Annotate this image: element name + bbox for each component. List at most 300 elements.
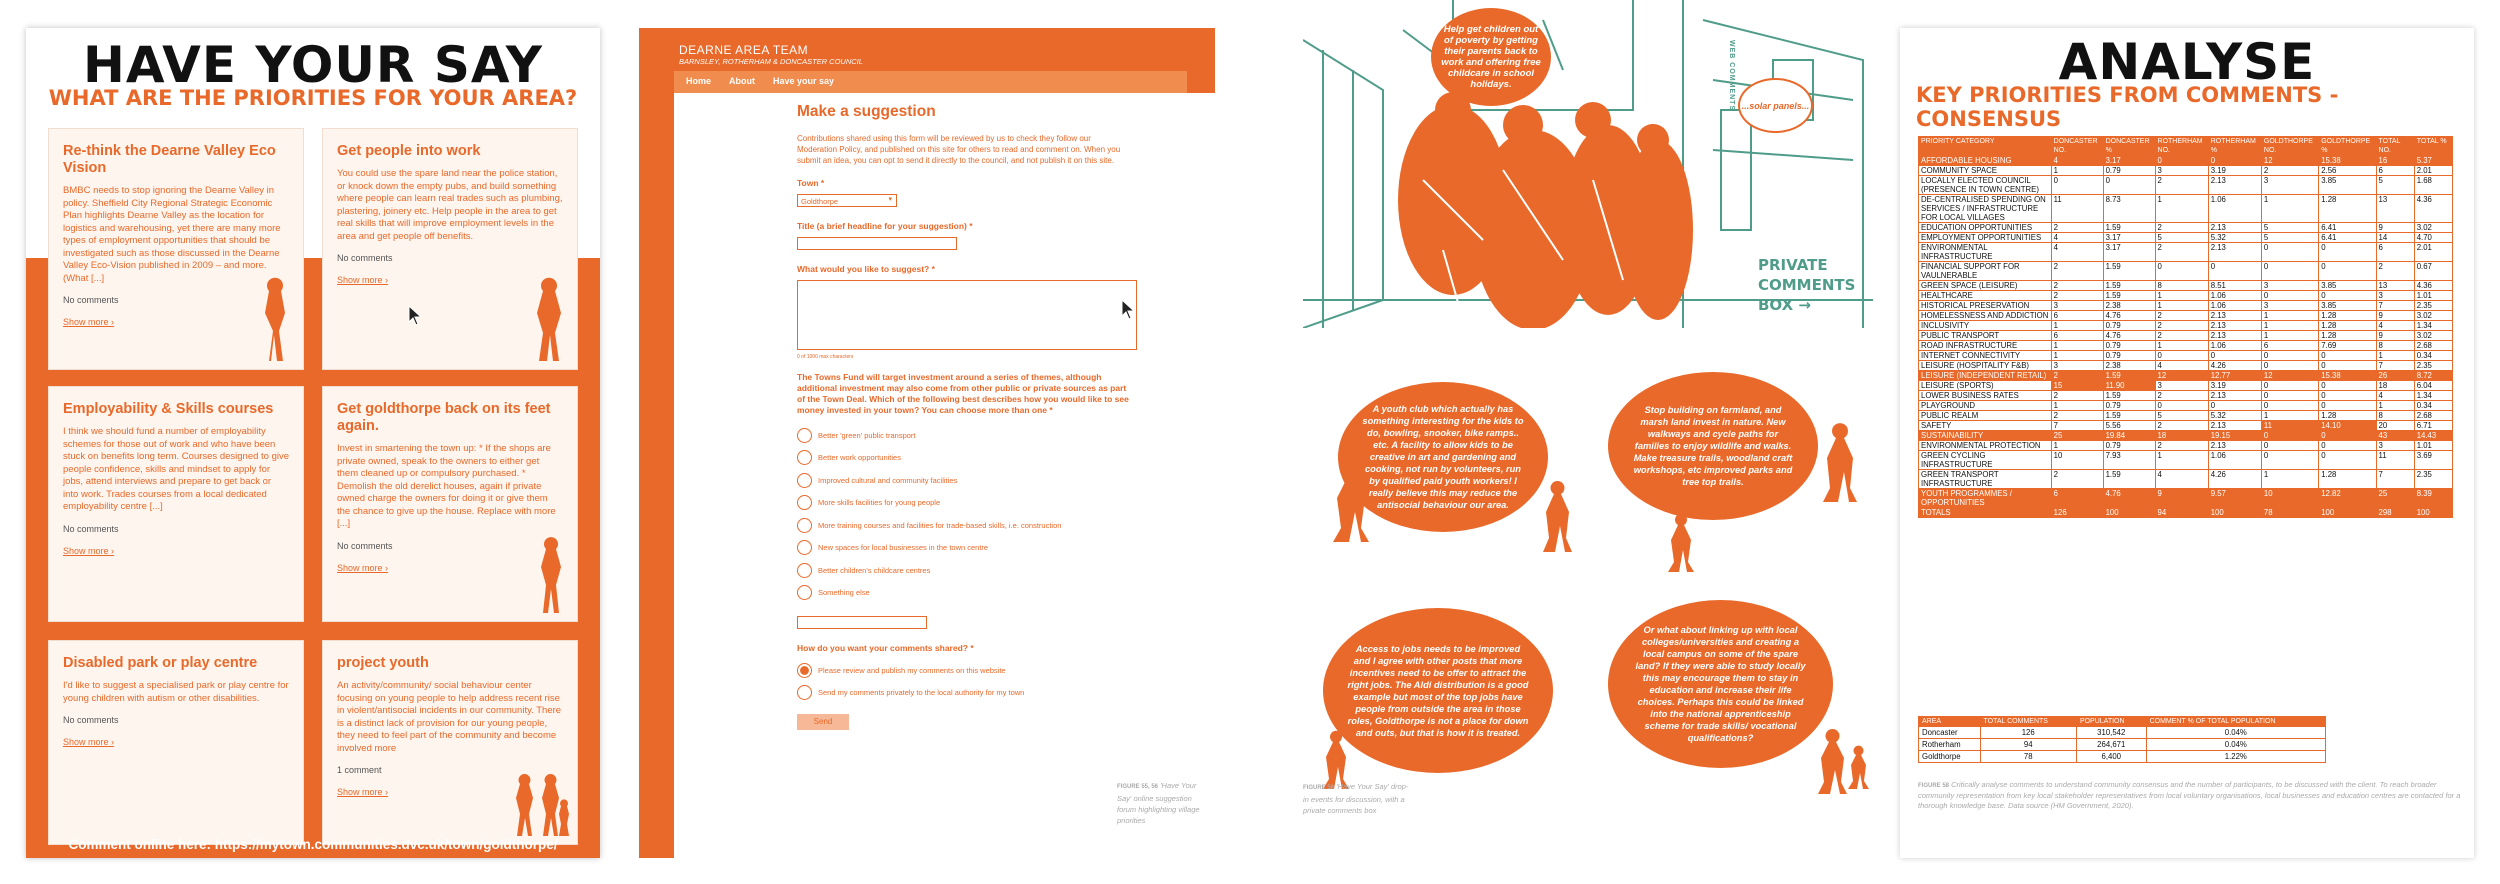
table-row <box>1919 451 2453 470</box>
table-cell: 0 <box>2103 176 2155 195</box>
speech-bubble-colleges: Or what about linking up with local colleges/universities and creating a local campus on some of the spare land? If they were able to study locally this may encourage them to stay in education and increase their life choices. Perhaps this could be linked into the national apprenticeship scheme for trade skills/ vocational qualifications? <box>1608 600 1833 768</box>
table-header-cell: ROTHERHAM NO. <box>2155 137 2208 156</box>
title-label: Title (a brief headline for your suggestion) * <box>797 221 973 231</box>
table-cell: 1 <box>2261 321 2318 331</box>
suggestion-form <box>674 93 1215 858</box>
table-cell: 0.34 <box>2414 401 2452 411</box>
theme-option[interactable] <box>797 492 1215 515</box>
nav-have-your-say[interactable]: Have your say <box>773 76 835 86</box>
table-cell: 3.69 <box>2414 451 2452 470</box>
table-cell: 18 <box>2155 431 2208 441</box>
table-cell: 1 <box>2261 331 2318 341</box>
card-show-more-link[interactable] <box>337 563 563 573</box>
table-cell: 94 <box>2155 508 2208 518</box>
table-cell: 0.04% <box>2146 739 2325 751</box>
table-cell: 1.59 <box>2103 391 2155 401</box>
table-cell: 3.19 <box>2208 381 2261 391</box>
table-cell: 3.17 <box>2103 243 2155 262</box>
table-cell: 20 <box>2376 421 2414 431</box>
table-cell: COMMUNITY SPACE <box>1919 166 2052 176</box>
theme-radio[interactable] <box>797 518 812 533</box>
theme-option-label: Improved cultural and community facilities <box>818 475 958 485</box>
table-cell: LEISURE (SPORTS) <box>1919 381 2052 391</box>
table-cell: 16 <box>2376 156 2414 166</box>
something-else-input[interactable] <box>797 616 927 629</box>
table-cell: 0 <box>2319 262 2376 281</box>
table-cell: 2 <box>2155 331 2208 341</box>
table-cell: 0 <box>2261 351 2318 361</box>
show-more-label: Show more <box>63 317 109 327</box>
table-cell: 2 <box>2155 321 2208 331</box>
table-cell: 0 <box>2319 351 2376 361</box>
suggestion-card[interactable] <box>48 640 304 845</box>
table-cell: 0 <box>2261 361 2318 371</box>
show-more-label: Show more <box>63 545 109 556</box>
table-cell: 2 <box>2051 291 2103 301</box>
title-input[interactable] <box>797 237 957 250</box>
table-row <box>1919 331 2453 341</box>
show-more-label: Show more <box>63 737 109 747</box>
table-cell: 2 <box>2155 441 2208 451</box>
have-your-say-poster <box>26 28 600 858</box>
table-cell: 1 <box>2051 341 2103 351</box>
theme-radio[interactable] <box>797 563 812 578</box>
table-row <box>1919 281 2453 291</box>
table-cell: 7.69 <box>2319 341 2376 351</box>
town-select[interactable] <box>797 194 897 207</box>
table-cell: 3 <box>2155 166 2208 176</box>
table-cell: 0 <box>2261 401 2318 411</box>
table-cell: 13 <box>2376 281 2414 291</box>
theme-radio[interactable] <box>797 473 812 488</box>
share-radio[interactable] <box>797 685 812 700</box>
table-cell: 0 <box>2319 391 2376 401</box>
table-cell: 12 <box>2155 371 2208 381</box>
table-cell: 3 <box>2261 176 2318 195</box>
table-cell: ENVIRONMENTAL INFRASTRUCTURE <box>1919 243 2052 262</box>
chevron-right-icon: › <box>111 545 115 556</box>
theme-option-label: More training courses and facilities for trade-based skills, i.e. construction <box>818 520 1062 530</box>
table-cell: 0 <box>2155 351 2208 361</box>
table-header-cell: TOTAL COMMENTS <box>1980 717 2076 727</box>
table-cell: 0 <box>2261 243 2318 262</box>
table-row <box>1919 243 2453 262</box>
show-more-label: Show more <box>337 787 383 797</box>
table-cell: 4.26 <box>2208 470 2261 489</box>
table-cell: 2.13 <box>2208 223 2261 233</box>
table-cell: 0 <box>2261 451 2318 470</box>
table-row <box>1919 223 2453 233</box>
table-cell: TOTALS <box>1919 508 2052 518</box>
suggestion-card[interactable] <box>322 386 578 622</box>
theme-option[interactable] <box>797 424 1215 447</box>
theme-radio[interactable] <box>797 540 812 555</box>
table-header-cell: COMMENT % OF TOTAL POPULATION <box>2146 717 2325 727</box>
table-cell: 2.13 <box>2208 243 2261 262</box>
table-cell: 1.22% <box>2146 751 2325 763</box>
table-cell: 6.71 <box>2414 421 2452 431</box>
table-cell: 5 <box>2155 411 2208 421</box>
table-cell: 7 <box>2376 470 2414 489</box>
table-cell: 1.28 <box>2319 331 2376 341</box>
table-cell: 0 <box>2319 451 2376 470</box>
suggestion-card[interactable] <box>48 128 304 370</box>
table-row <box>1919 727 2326 739</box>
table-row <box>1919 381 2453 391</box>
table-header-cell: AREA <box>1919 717 1981 727</box>
show-more-label: Show more <box>337 275 383 285</box>
table-header-cell: TOTAL % <box>2414 137 2452 156</box>
table-cell: 1.06 <box>2208 195 2261 223</box>
char-limit: 0 of 1000 max characters <box>797 354 854 360</box>
table-cell: 2.13 <box>2208 176 2261 195</box>
table-cell: 0.34 <box>2414 351 2452 361</box>
private-comments-box-sign <box>1758 255 1855 315</box>
poster-footer-url[interactable]: Comment online here: https://mytown.communities.dvc.uk/town/goldthorpe/ <box>68 837 558 852</box>
suggestion-textarea[interactable] <box>797 280 1137 350</box>
table-cell: 1.28 <box>2319 321 2376 331</box>
table-cell: 8.72 <box>2414 371 2452 381</box>
site-subtitle: BARNSLEY, ROTHERHAM & DONCASTER COUNCIL <box>679 57 863 66</box>
table-cell: 1 <box>2155 341 2208 351</box>
table-cell: 4.36 <box>2414 195 2452 223</box>
share-option[interactable] <box>797 682 1215 705</box>
table-cell: 5 <box>2261 233 2318 243</box>
table-cell: 18 <box>2376 381 2414 391</box>
priority-table <box>1918 136 2453 518</box>
table-cell: 2 <box>2051 281 2103 291</box>
share-option-label: Please review and publish my comments on this website <box>818 665 1006 675</box>
table-cell: 8.73 <box>2103 195 2155 223</box>
chevron-right-icon: › <box>111 317 115 327</box>
card-body: I think we should fund a number of employability schemes for those out of work and who have been stuck on benefits long term. Courses designed to give people confidence, skills and mindset to apply for jobs, attend interviews and prepare to get back or into work. Trades courses from a local dedicated employability centre [...] <box>63 426 290 512</box>
card-comment-count: No comments <box>337 253 393 263</box>
table-row <box>1919 431 2453 441</box>
suggestion-card[interactable] <box>322 128 578 370</box>
drop-in-illustration <box>1303 0 1873 884</box>
table-cell: 1.59 <box>2103 262 2155 281</box>
theme-radio[interactable] <box>797 495 812 510</box>
table-cell: 5.32 <box>2208 411 2261 421</box>
table-row <box>1919 371 2453 381</box>
table-cell: 11 <box>2051 195 2103 223</box>
table-cell: INTERNET CONNECTIVITY <box>1919 351 2052 361</box>
table-cell: 0 <box>2208 262 2261 281</box>
table-cell: 2 <box>2155 243 2208 262</box>
table-cell: 2.38 <box>2103 361 2155 371</box>
table-cell: 126 <box>1980 727 2076 739</box>
table-cell: 0 <box>2319 431 2376 441</box>
share-option[interactable] <box>797 659 1215 682</box>
figure-caption-55 <box>1117 780 1202 826</box>
table-cell: 310,542 <box>2076 727 2146 739</box>
table-cell: 3.85 <box>2319 301 2376 311</box>
table-cell: FINANCIAL SUPPORT FOR VAULNERABLE <box>1919 262 2052 281</box>
card-show-more-link[interactable] <box>63 737 289 747</box>
card-body: I'd like to suggest a specialised park or play centre for young children with autism or other disabilities. <box>63 680 289 704</box>
theme-option[interactable] <box>797 447 1215 470</box>
table-cell: 2 <box>2051 391 2103 401</box>
table-cell: 2.01 <box>2414 166 2452 176</box>
theme-option-label: Something else <box>818 588 870 598</box>
table-cell: YOUTH PROGRAMMES / OPPORTUNITIES <box>1919 489 2052 508</box>
table-cell: 1.34 <box>2414 391 2452 401</box>
table-cell: 0 <box>2261 291 2318 301</box>
table-cell: 2 <box>2261 166 2318 176</box>
share-option-label: Send my comments privately to the local authority for my town <box>818 688 1025 698</box>
card-title: Disabled park or play centre <box>63 655 258 671</box>
mouse-cursor-icon <box>408 305 424 327</box>
table-row <box>1919 166 2453 176</box>
suggestion-form-page <box>639 28 1215 858</box>
theme-option-label: New spaces for local businesses in the town centre <box>818 543 989 553</box>
site-title: DEARNE AREA TEAM <box>679 43 809 57</box>
table-cell: 6 <box>2051 489 2103 508</box>
table-cell: 2.13 <box>2208 391 2261 401</box>
table-cell: 1 <box>2155 301 2208 311</box>
table-cell: SUSTAINABILITY <box>1919 431 2052 441</box>
table-cell: 2 <box>2051 371 2103 381</box>
table-cell: 2 <box>2051 470 2103 489</box>
table-header-cell: GOLDTHORPE % <box>2319 137 2376 156</box>
table-cell: 78 <box>1980 751 2076 763</box>
table-cell: 2.13 <box>2208 311 2261 321</box>
speech-bubble-youth-club: A youth club which actually has something interesting for the kids to do, bowling, snooker, bike ramps.. etc. A facility to allow kids to be creative in art and gardening and cooking, not run by volunteers, run by qualified paid youth workers! I really believe this may reduce the antisocial behaviour our area. <box>1338 382 1548 532</box>
table-cell: 7 <box>2376 301 2414 311</box>
table-cell: 0 <box>2319 361 2376 371</box>
table-cell: 1 <box>2261 470 2318 489</box>
table-row <box>1919 470 2453 489</box>
card-title: Get people into work <box>337 143 481 159</box>
theme-option[interactable] <box>797 582 1215 605</box>
table-cell: LEISURE (HOSPITALITY F&B) <box>1919 361 2052 371</box>
table-cell: EMPLOYMENT OPPORTUNITIES <box>1919 233 2052 243</box>
table-cell: 2 <box>2155 391 2208 401</box>
table-cell: 0 <box>2261 441 2318 451</box>
table-cell: Rotherham <box>1919 739 1981 751</box>
table-cell: 2.38 <box>2103 301 2155 311</box>
theme-option[interactable] <box>797 537 1215 560</box>
table-row <box>1919 341 2453 351</box>
card-body: BMBC needs to stop ignoring the Dearne Valley in policy. Sheffield City Regional Strategic Economic Plan highlights Dearne Valley as the location for logistics and warehousing, yet there are many more types of employment opportunities that should be investigated such as those discussed in the Dearne Valley Eco-Vision published in 2009 – and more. (What [...] <box>63 185 281 284</box>
table-row <box>1919 195 2453 223</box>
site-header <box>639 28 1215 72</box>
table-cell: 1 <box>2261 195 2318 223</box>
chevron-down-icon: ▾ <box>888 196 892 203</box>
table-row <box>1919 421 2453 431</box>
table-cell: 0 <box>2319 291 2376 301</box>
table-cell: 1.06 <box>2208 291 2261 301</box>
table-cell: 15.38 <box>2319 156 2376 166</box>
table-cell: SAFETY <box>1919 421 2052 431</box>
table-row <box>1919 489 2453 508</box>
table-row <box>1919 508 2453 518</box>
suggestion-label: What would you like to suggest? * <box>797 264 935 274</box>
suggestion-card[interactable] <box>48 386 304 622</box>
table-cell: 3 <box>2155 381 2208 391</box>
table-cell: 3 <box>2051 301 2103 311</box>
table-cell: 4.26 <box>2208 361 2261 371</box>
table-header-cell: PRIORITY CATEGORY <box>1919 137 2052 156</box>
card-title: Employability & Skills courses <box>63 401 274 417</box>
town-select-value: Goldthorpe <box>801 197 839 206</box>
table-cell: 0.79 <box>2103 401 2155 411</box>
card-comment-count: 1 comment <box>337 765 382 775</box>
table-cell: 78 <box>2261 508 2318 518</box>
table-cell: 19.84 <box>2103 431 2155 441</box>
person-silhouette-icon <box>255 271 295 361</box>
table-cell: 15.38 <box>2319 371 2376 381</box>
card-show-more-link[interactable] <box>63 546 289 556</box>
table-cell: 1.59 <box>2103 281 2155 291</box>
theme-radio[interactable] <box>797 585 812 600</box>
table-cell: 1 <box>2051 166 2103 176</box>
theme-radio[interactable] <box>797 428 812 443</box>
theme-radio[interactable] <box>797 450 812 465</box>
table-cell: 2 <box>2051 262 2103 281</box>
table-cell: GREEN SPACE (LEISURE) <box>1919 281 2052 291</box>
table-cell: 0 <box>2261 381 2318 391</box>
table-row <box>1919 262 2453 281</box>
table-row <box>1919 351 2453 361</box>
table-cell: 0.79 <box>2103 166 2155 176</box>
table-cell: HISTORICAL PRESERVATION <box>1919 301 2052 311</box>
table-cell: 1.28 <box>2319 195 2376 223</box>
table-cell: 9 <box>2376 223 2414 233</box>
themes-question: The Towns Fund will target investment around a series of themes, although additional investment may also come from other public or private sources as part of the Town Deal. Which of the following best describes how you would like to see money invested in your town? You can choose more than one * <box>797 372 1129 415</box>
table-cell: PLAYGROUND <box>1919 401 2052 411</box>
table-cell: 43 <box>2376 431 2414 441</box>
theme-option[interactable] <box>797 559 1215 582</box>
share-label: How do you want your comments shared? * <box>797 643 974 653</box>
table-cell: 12.77 <box>2208 371 2261 381</box>
table-cell: 2 <box>2051 223 2103 233</box>
table-cell: 3.02 <box>2414 223 2452 233</box>
table-row <box>1919 311 2453 321</box>
table-cell: 5 <box>2155 233 2208 243</box>
table-cell: 1 <box>2261 311 2318 321</box>
figure-caption-text: 'Have Your Say' online suggestion forum highlighting village priorities <box>1117 781 1200 825</box>
table-cell: 2.68 <box>2414 341 2452 351</box>
table-header-cell: GOLDTHORPE NO. <box>2261 137 2318 156</box>
table-cell: GREEN CYCLING INFRASTRUCTURE <box>1919 451 2052 470</box>
theme-option[interactable] <box>797 469 1215 492</box>
table-cell: 0.79 <box>2103 321 2155 331</box>
table-cell: 1.59 <box>2103 371 2155 381</box>
table-cell: 9 <box>2376 331 2414 341</box>
table-cell: 94 <box>1980 739 2076 751</box>
table-cell: 0 <box>2319 441 2376 451</box>
table-header-row <box>1919 717 2326 727</box>
table-cell: 9 <box>2376 311 2414 321</box>
analyse-title: ANALYSE <box>2058 33 2316 91</box>
table-cell: 11 <box>2376 451 2414 470</box>
table-cell: AFFORDABLE HOUSING <box>1919 156 2052 166</box>
table-cell: EDUCATION OPPORTUNITIES <box>1919 223 2052 233</box>
table-cell: 1 <box>2261 411 2318 421</box>
nav-home[interactable]: Home <box>686 76 712 86</box>
table-cell: 0.79 <box>2103 441 2155 451</box>
table-cell: 0 <box>2261 262 2318 281</box>
table-cell: 10 <box>2051 451 2103 470</box>
table-cell: 12 <box>2261 156 2318 166</box>
table-cell: 4.36 <box>2414 281 2452 291</box>
table-row <box>1919 176 2453 195</box>
share-radio[interactable] <box>797 663 812 678</box>
table-header-cell: DONCASTER % <box>2103 137 2155 156</box>
table-cell: Goldthorpe <box>1919 751 1981 763</box>
nav-about[interactable]: About <box>729 76 756 86</box>
web-comments-sign: WEB COMMENTS <box>1728 40 1735 112</box>
table-cell: LEISURE (INDEPENDENT RETAIL) <box>1919 371 2052 381</box>
table-cell: HOMELESSNESS AND ADDICTION <box>1919 311 2052 321</box>
sign-line: PRIVATE <box>1758 256 1828 274</box>
table-cell: 2 <box>2051 411 2103 421</box>
table-row <box>1919 751 2326 763</box>
card-comment-count: No comments <box>63 523 119 534</box>
table-cell: 4 <box>2051 233 2103 243</box>
table-cell: 1 <box>2051 401 2103 411</box>
table-cell: 25 <box>2051 431 2103 441</box>
table-cell: 1.59 <box>2103 411 2155 421</box>
table-row <box>1919 301 2453 311</box>
table-cell: 4.76 <box>2103 489 2155 508</box>
table-cell: 7 <box>2376 361 2414 371</box>
card-comment-count: No comments <box>63 295 119 305</box>
table-cell: 11.90 <box>2103 381 2155 391</box>
table-cell: 0 <box>2261 391 2318 401</box>
table-cell: 1.06 <box>2208 451 2261 470</box>
table-cell: INCLUSIVITY <box>1919 321 2052 331</box>
table-cell: 4 <box>2376 391 2414 401</box>
table-row <box>1919 233 2453 243</box>
table-cell: 8 <box>2376 411 2414 421</box>
table-cell: 10 <box>2261 489 2318 508</box>
table-cell: 1.59 <box>2103 291 2155 301</box>
table-cell: 4.76 <box>2103 311 2155 321</box>
send-button[interactable]: Send <box>797 714 849 730</box>
table-cell: 14.43 <box>2414 431 2452 441</box>
figure-caption-56 <box>1303 781 1413 816</box>
table-cell: 2.56 <box>2319 166 2376 176</box>
table-cell: 1 <box>2155 451 2208 470</box>
table-row <box>1919 291 2453 301</box>
table-cell: 126 <box>2051 508 2103 518</box>
table-cell: 100 <box>2103 508 2155 518</box>
table-cell: 9 <box>2155 489 2208 508</box>
table-row <box>1919 401 2453 411</box>
table-cell: GREEN TRANSPORT INFRASTRUCTURE <box>1919 470 2052 489</box>
table-cell: 4 <box>2051 156 2103 166</box>
table-cell: 0.79 <box>2103 351 2155 361</box>
table-cell: ENVIRONMENTAL PROTECTION <box>1919 441 2052 451</box>
table-cell: 19.15 <box>2208 431 2261 441</box>
table-cell: 2.13 <box>2208 321 2261 331</box>
table-cell: 8.39 <box>2414 489 2452 508</box>
table-cell: 100 <box>2414 508 2452 518</box>
table-cell: 1.28 <box>2319 311 2376 321</box>
table-cell: 1 <box>2155 195 2208 223</box>
figure-number: FIGURE 56 <box>1303 785 1335 791</box>
table-cell: 3 <box>2051 361 2103 371</box>
table-cell: 4 <box>2155 361 2208 371</box>
suggestion-card[interactable] <box>322 640 578 845</box>
sign-line: COMMENTS <box>1758 276 1856 294</box>
figure-number: FIGURE 58 <box>1918 783 1950 789</box>
table-cell: 1.68 <box>2414 176 2452 195</box>
theme-option[interactable] <box>797 514 1215 537</box>
chevron-right-icon: › <box>385 275 389 285</box>
